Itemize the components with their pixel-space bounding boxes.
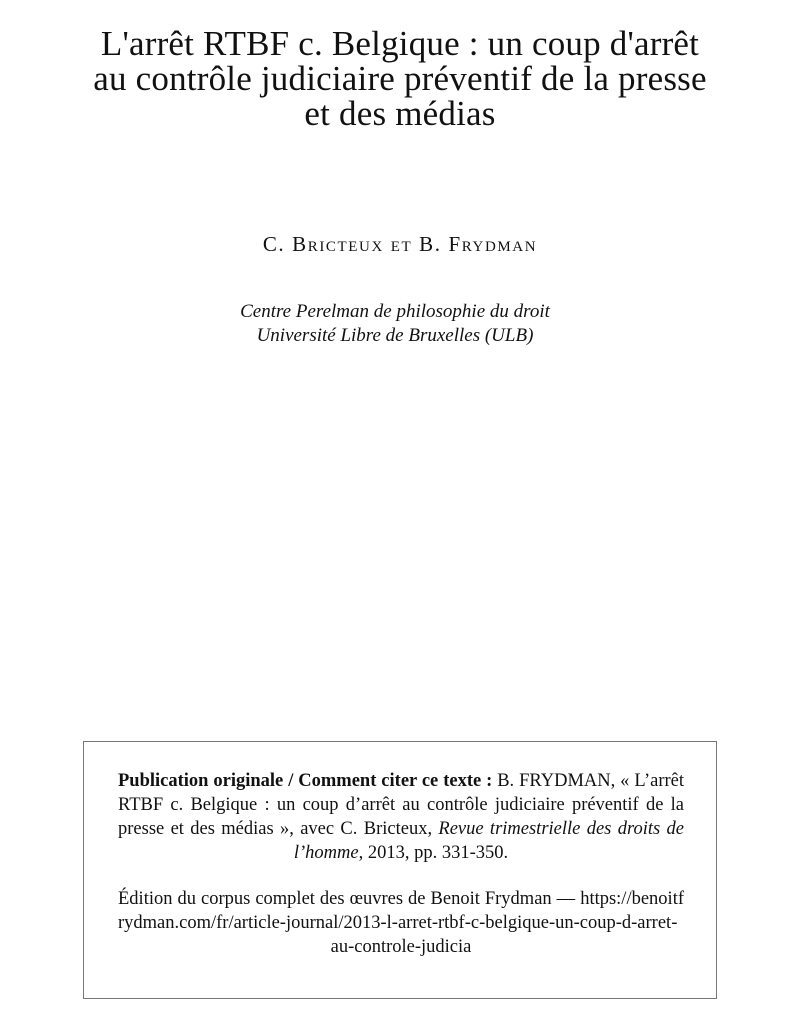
citation-box [83, 741, 717, 999]
corpus-text: Édition du corpus complet des œuvres de Benoit Frydman — [118, 889, 581, 909]
title-line-2: au contrôle judiciaire préventif de la presse [93, 59, 707, 98]
affiliation [0, 300, 790, 348]
citation-details: , 2013, pp. 331-350. [358, 843, 509, 863]
citation-journal: Revue trimestrielle des droits de l’homme [293, 819, 684, 863]
affiliation-line-2: Université Libre de Bruxelles (ULB) [256, 325, 534, 346]
citation-reference: B. FRYDMAN, « L’arrêt RTBF c. Belgique : un coup d’arrêt au contrôle judiciaire préventif de la presse et des médias », avec C. Bricteux, [118, 771, 684, 839]
title-line-3: et des médias [304, 94, 496, 133]
affiliation-line-1: Centre Perelman de philosophie du droit [240, 301, 550, 322]
document-title [20, 26, 780, 131]
corpus-paragraph [118, 887, 684, 959]
corpus-url-link[interactable]: https://benoitfrydman.com/fr/article-journal/2013-l-arret-rtbf-c-belgique-un-coup-d-arret-au-controle-judicia [118, 889, 684, 957]
citation-paragraph [118, 769, 684, 865]
citation-label: Publication originale / Comment citer ce texte : [118, 771, 493, 791]
authors: C. Bricteux et B. Frydman [262, 232, 538, 256]
title-line-1: L'arrêt RTBF c. Belgique : un coup d'arrêt [100, 24, 700, 63]
